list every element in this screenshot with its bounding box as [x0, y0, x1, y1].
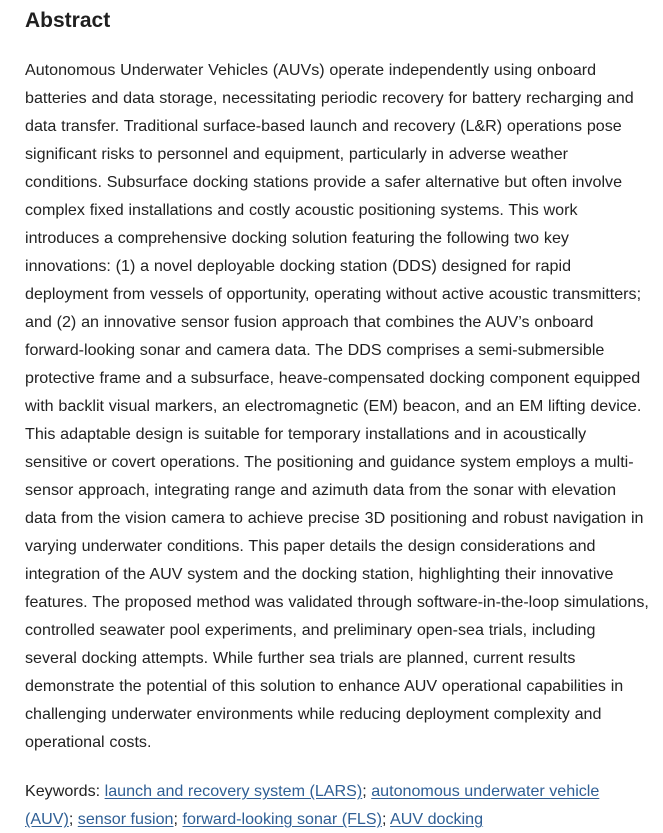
keyword-link-sensor-fusion[interactable]: sensor fusion — [77, 810, 174, 828]
keywords-label: Keywords: — [25, 782, 101, 800]
keyword-link-lars[interactable]: launch and recovery system (LARS) — [104, 782, 363, 800]
abstract-heading: Abstract — [25, 9, 111, 32]
keywords-line — [25, 777, 649, 833]
keyword-link-auv[interactable]: autonomous underwater vehicle (AUV) — [25, 782, 600, 828]
keyword-separator: ; — [68, 810, 74, 828]
keyword-link-fls[interactable]: forward-looking sonar (FLS) — [182, 810, 382, 828]
keyword-separator: ; — [362, 782, 367, 800]
keyword-separator: ; — [173, 810, 178, 828]
keyword-separator: ; — [381, 810, 387, 828]
keyword-link-auv-docking[interactable]: AUV docking — [390, 810, 484, 828]
abstract-body: Autonomous Underwater Vehicles (AUVs) operate independently using onboard batteries and data storage, necessitating periodic recovery for battery recharging and data transfer. Traditional surface-based launch and recovery (L&R) operations pose significant risks to personnel and equipment, particularly in adverse weather conditions. Subsurface docking stations provide a safer alternative but often involve complex fixed installations and costly acoustic positioning systems. This work introduces a comprehensive docking solution featuring the following two key innovations: (1) a novel deployable docking station (DDS) designed for rapid deployment from vessels of opportunity, operating without active acoustic transmitters; and (2) an innovative sensor fusion approach that combines the AUV’s onboard forward-looking sonar and camera data. The DDS comprises a semi-submersible protective frame and a subsurface, heave-compensated docking component equipped with backlit visual markers, an electromagnetic (EM) beacon, and an EM lifting device. This adaptable design is suitable for temporary installations and in acoustically sensitive or covert operations. The positioning and guidance system employs a multi-sensor approach, integrating range and azimuth data from the sonar with elevation data from the vision camera to achieve precise 3D positioning and robust navigation in varying underwater conditions. This paper details the design considerations and integration of the AUV system and the docking station, highlighting their innovative features. The proposed method was validated through software-in-the-loop simulations, controlled seawater pool experiments, and preliminary open-sea trials, including several docking attempts. While further sea trials are planned, current results demonstrate the potential of this solution to enhance AUV operational capabilities in challenging underwater environments while reducing deployment complexity and operational costs. — [25, 61, 649, 751]
